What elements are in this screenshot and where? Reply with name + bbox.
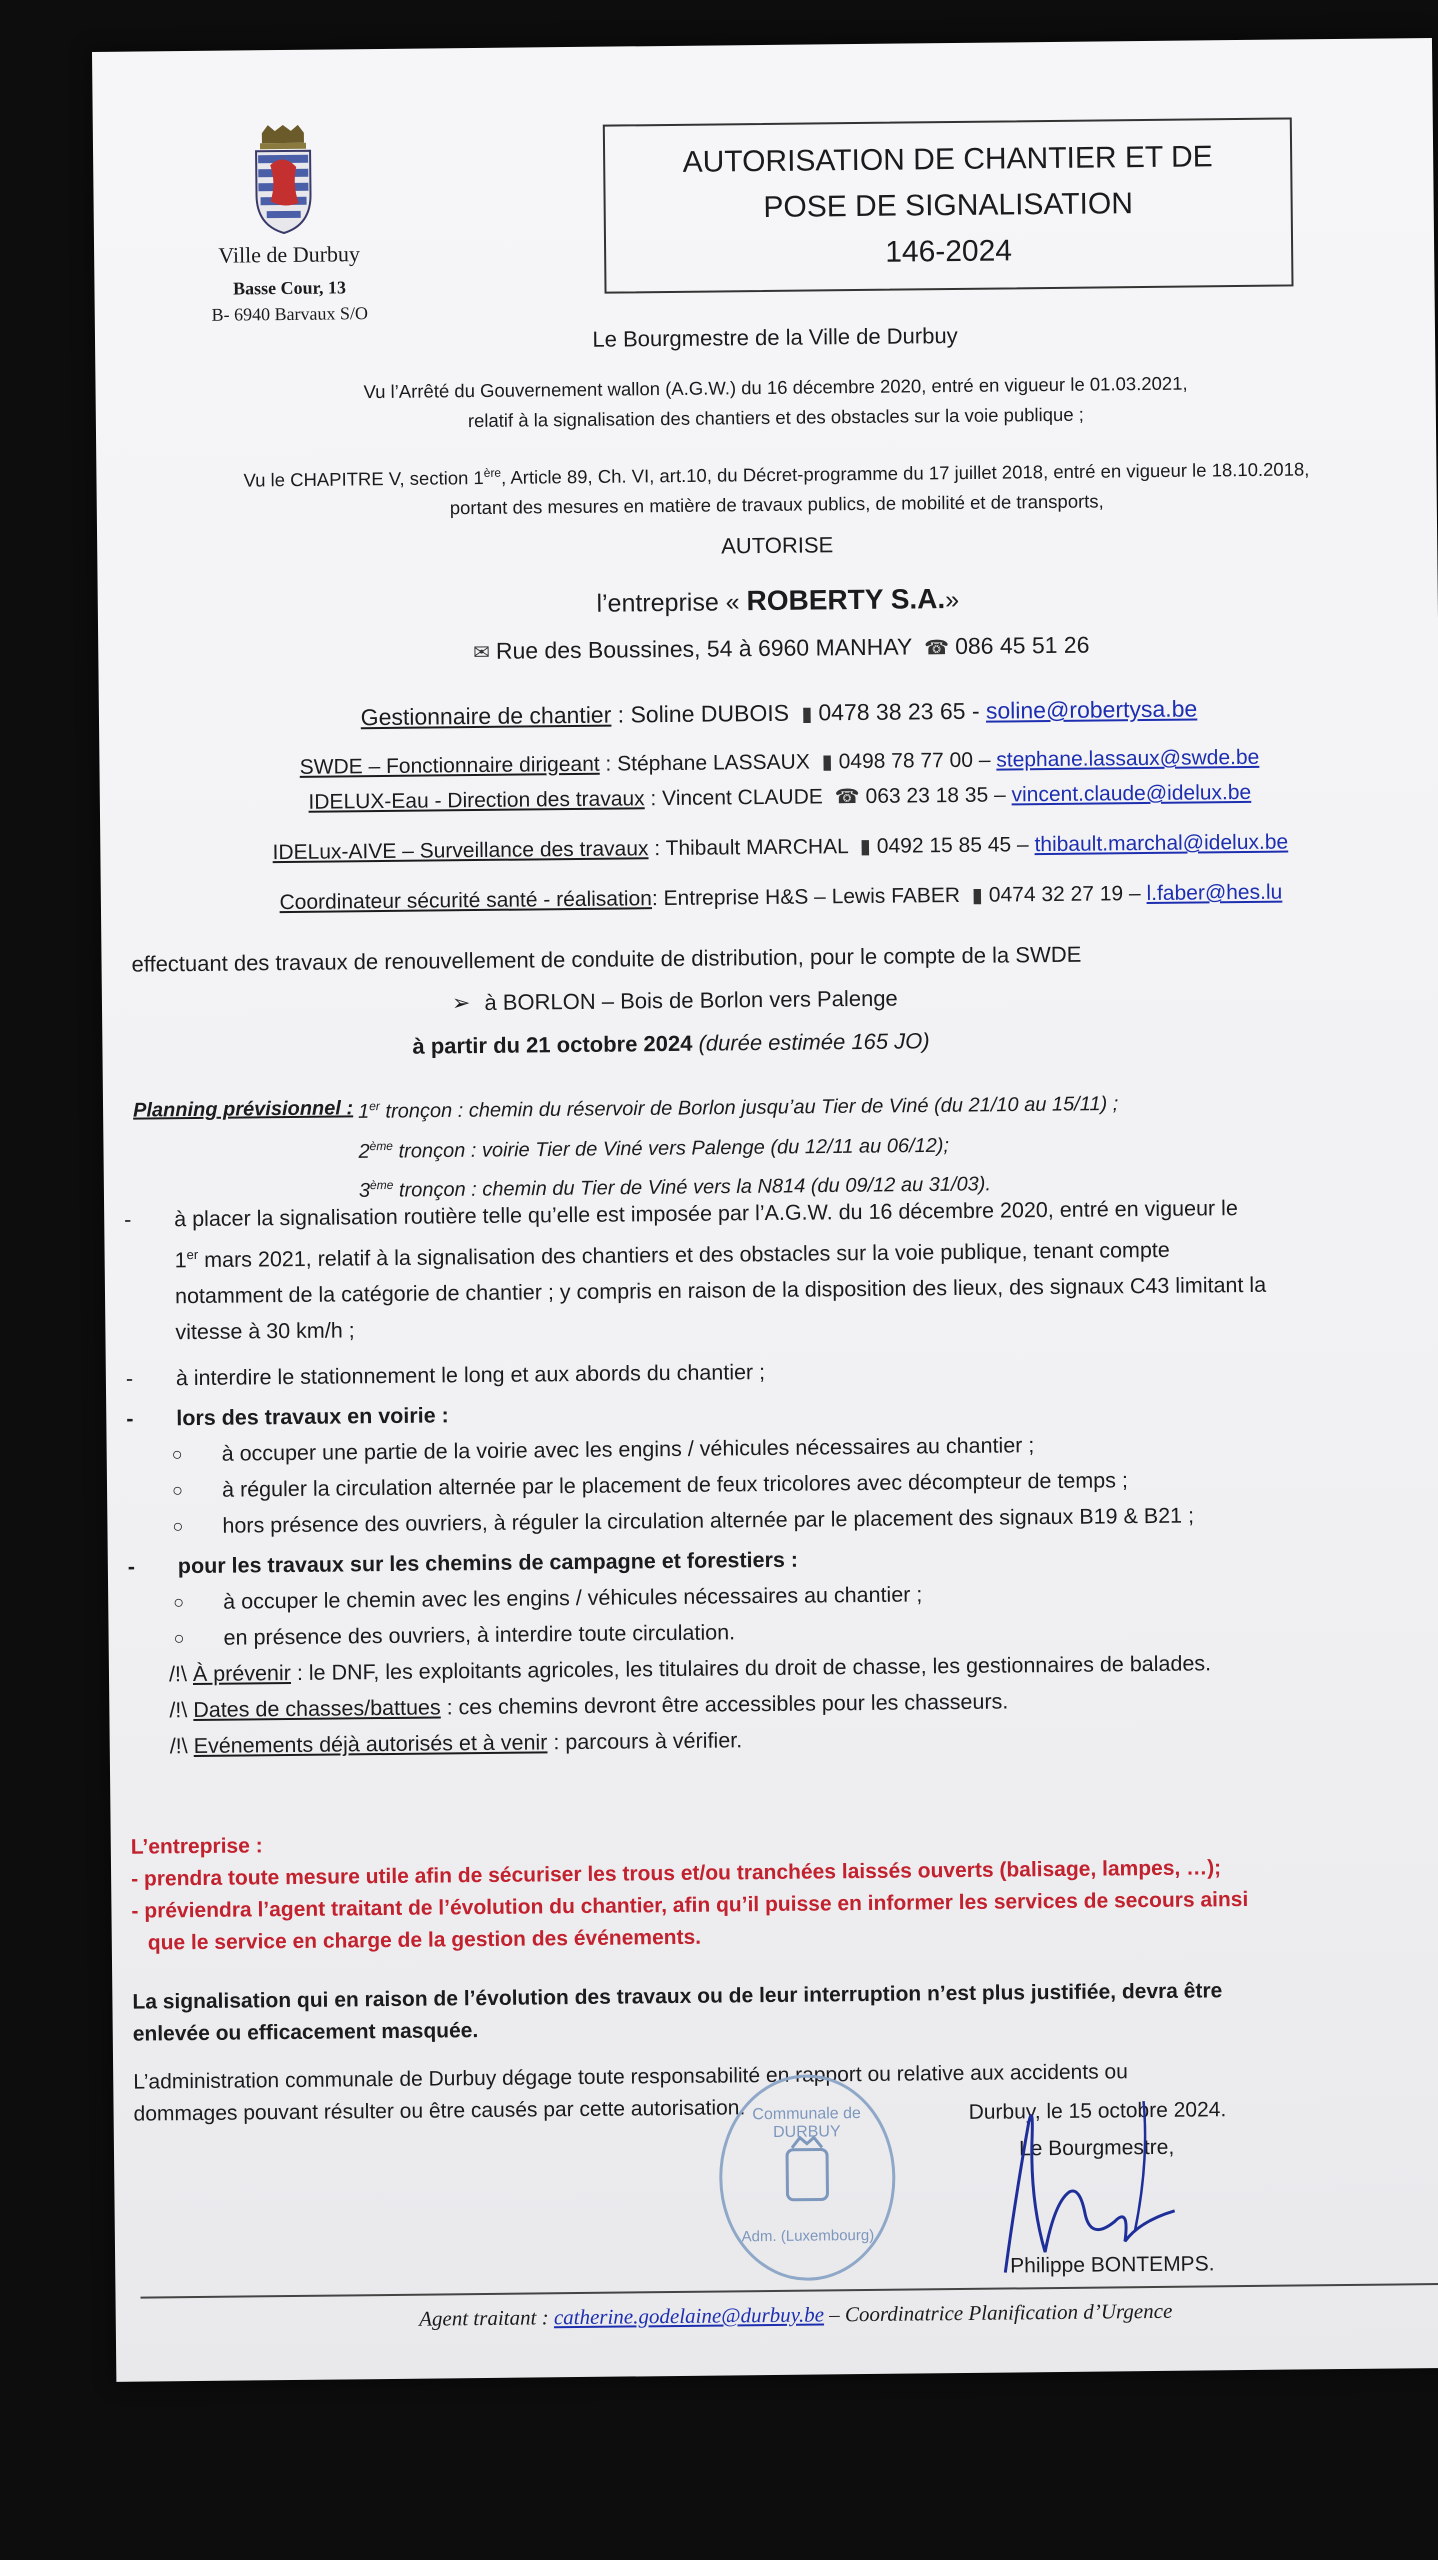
legal-reference-1 (185, 367, 1366, 439)
contact-row (190, 829, 1370, 866)
legal-reference-1-line-2: relatif à la signalisation des chantiers et des obstacles sur la voie publique ; (467, 403, 1084, 432)
contact-person: : Entreprise H&S – Lewis FABER (651, 883, 961, 911)
entreprise-label: L’entreprise : (130, 1834, 263, 1859)
entreprise-obligations (131, 1819, 1382, 1960)
coat-of-arms-icon (248, 125, 319, 236)
rule-3-item: à réguler la circulation alternée par le placement de feux tricolores avec décompteur de temps ; (221, 1468, 1129, 1502)
signalisation-line-b: enlevée ou efficacement masquée. (132, 2019, 479, 2046)
rule-1-line-a: à placer la signalisation routière telle qu’elle est imposée par l’A.G.W. du 16 décembre 2020, entré en vigueur le (174, 1196, 1238, 1232)
rule-2: à interdire le stationnement le long et aux abords du chantier ; (175, 1360, 766, 1391)
title-line-2: POSE DE SIGNALISATION (763, 186, 1134, 224)
address-line-1: Basse Cour, 13 (232, 277, 347, 299)
planning-text: tronçon : voirie Tier de Viné vers Palenge (du 12/11 au 06/12); (392, 1134, 950, 1163)
planning-sup: er (369, 1099, 380, 1114)
rule-3: lors des travaux en voirie : (176, 1403, 449, 1431)
work-start (412, 1028, 929, 1059)
company-line (188, 579, 1368, 623)
rule-1-line-b: mars 2021, relatif à la signalisation des chantiers et des obstacles sur la voie publique, tenant compte (198, 1237, 1170, 1273)
contact-person: : Vincent CLAUDE (644, 785, 823, 811)
warning-mark: /!\ (169, 1698, 188, 1723)
contact-phone: 0492 15 85 45 – (876, 833, 1029, 858)
contact-phone: 0498 78 77 00 – (838, 748, 991, 774)
rule-item: - à placer la signalisation routière telle qu’elle est imposée par l’A.G.W. du 16 décembre 2020, entré en vigueur le 1er mars 2021, relatif à la signalisation des chantiers et des obstacles sur la voie publique, tenant compte notamment de la catégorie de chantier ; y compris en raison de la disposition des lieux, des signaux C43 limitant la vitesse à 30 km/h ; (124, 1189, 1375, 1351)
company-address: Rue des Boussines, 54 à 6960 MANHAY (495, 633, 912, 664)
contact-email[interactable]: vincent.claude@idelux.be (1011, 780, 1252, 807)
work-location-text: à BORLON – Bois de Borlon vers Palenge (484, 985, 898, 1015)
footer-divider (141, 2283, 1438, 2299)
city-address (174, 274, 405, 328)
warning-mark: /!\ (168, 1662, 188, 1687)
title-line-1: AUTORISATION DE CHANTIER ET DE (682, 139, 1213, 179)
planning-num: 2 (358, 1140, 370, 1163)
official-stamp (718, 2074, 896, 2282)
city-name: Ville de Durbuy (218, 241, 361, 268)
signalisation-line-a: La signalisation qui en raison de l’évolution des travaux ou de leur interruption n’est plus justifiée, devra être (132, 1979, 1223, 2014)
rule-4-item: à occuper le chemin avec les engins / véhicules nécessaires au chantier ; (223, 1582, 923, 1614)
liability-line-b: dommages pouvant résulter ou être causés par cette autorisation. (133, 2096, 746, 2126)
contact-role: IDELux-AIVE – Surveillance des travaux (272, 837, 649, 865)
contact-person: : Stéphane LASSAUX (599, 750, 810, 776)
contact-email[interactable]: thibault.marchal@idelux.be (1034, 830, 1289, 857)
rule-item: - pour les travaux sur les chemins de campagne et forestiers : (127, 1547, 799, 1579)
rule-4: pour les travaux sur les chemins de campagne et forestiers : (177, 1547, 799, 1579)
mobile-icon: ▮ (971, 884, 983, 907)
entreprise-item-2a: - préviendra l’agent traitant de l’évolution du chantier, afin qu’il puisse en informer les services de secours ainsi (131, 1887, 1249, 1923)
warning-text: : ces chemins devront être accessibles pour les chasseurs. (440, 1689, 1009, 1720)
contact-phone: 0474 32 27 19 – (988, 882, 1141, 907)
planning-num: 3 (358, 1180, 371, 1203)
rule-1-line-c: notamment de la catégorie de chantier ; y compris en raison de la disposition des lieux, des signaux C43 limitant la (174, 1272, 1267, 1309)
rule-1-num: 1 (174, 1248, 187, 1273)
company-pre: l’entreprise « (596, 588, 740, 618)
legal-reference-1-line-1: Vu l’Arrêté du Gouvernement wallon (A.G.W.) du 16 décembre 2020, entré en vigueur le 01.03.2021, (363, 372, 1188, 403)
legal-reference-2-sup: ère (483, 465, 502, 480)
legal-reference-2 (186, 449, 1367, 527)
rule-sub-item: ○ hors présence des ouvriers, à réguler la circulation alternée par le placement des signaux B19 & B21 ; (172, 1503, 1195, 1538)
work-location (452, 986, 898, 1017)
work-start-date: à partir du 21 octobre 2024 (412, 1030, 693, 1059)
contact-phone: 063 23 18 35 – (865, 783, 1006, 808)
rule-3-item: hors présence des ouvriers, à réguler la circulation alternée par le placement des signaux B19 & B21 ; (222, 1503, 1195, 1538)
contact-row (191, 879, 1371, 916)
contact-person: : Thibault MARCHAL (648, 835, 849, 861)
rule-sub-item: ○ à occuper le chemin avec les engins / véhicules nécessaires au chantier ; (173, 1582, 923, 1614)
phone-icon: ☎ (924, 637, 950, 660)
planning-text: tronçon : chemin du Tier de Viné vers la N814 (du 09/12 au 31/03). (393, 1173, 992, 1202)
document-title-box (603, 117, 1294, 293)
contact-role: SWDE – Fonctionnaire dirigeant (299, 752, 600, 779)
rule-1-line-d: vitesse à 30 km/h ; (175, 1318, 355, 1345)
legal-reference-2-line-2: portant des mesures en matière de travaux publics, de mobilité et de transports, (449, 490, 1104, 519)
contact-person: : Soline DUBOIS (611, 699, 790, 728)
warning-label: Evénements déjà autorisés et à venir (193, 1730, 548, 1759)
mobile-icon: ▮ (821, 751, 833, 774)
planning-sup: ème (369, 1178, 394, 1193)
signature-role: Le Bourgmestre, (1018, 2135, 1175, 2161)
contact-phone: 0478 38 23 65 - (818, 697, 980, 726)
address-line-2: B- 6940 Barvaux S/O (211, 303, 369, 325)
footer-email[interactable]: catherine.godelaine@durbuy.be (553, 2302, 825, 2330)
rule-sub-item: ○ à réguler la circulation alternée par le placement de feux tricolores avec décompteur de temps ; (171, 1468, 1129, 1502)
arrow-right-icon: ➢ (451, 990, 471, 1016)
rule-1-sup: er (186, 1246, 199, 1263)
rules-list (124, 1189, 1380, 1765)
warning-mark: /!\ (169, 1734, 188, 1759)
company-post: » (945, 585, 960, 615)
contact-role: Gestionnaire de chantier (360, 701, 612, 731)
rule-3-item: à occuper une partie de la voirie avec les engins / véhicules nécessaires au chantier ; (221, 1433, 1035, 1466)
company-phone: 086 45 51 26 (954, 631, 1090, 659)
planning-sup: ème (369, 1138, 394, 1153)
signature-date: Durbuy, le 15 octobre 2024. (968, 2098, 1227, 2124)
contact-row (189, 744, 1369, 781)
phone-icon: ☎ (834, 786, 860, 809)
signatory-name: Philippe BONTEMPS. (1010, 2252, 1215, 2278)
planning-num: 1 (357, 1100, 370, 1123)
rule-4-item: en présence des ouvriers, à interdire toute circulation. (223, 1620, 736, 1650)
rule-item: - lors des travaux en voirie : (126, 1403, 449, 1431)
stamp-text-bottom: Adm. (Luxembourg) (741, 2226, 875, 2246)
work-duration: (durée estimée 165 JO) (692, 1028, 930, 1056)
rule-item: - à interdire le stationnement le long et aux abords du chantier ; (125, 1360, 766, 1391)
contact-email[interactable]: soline@robertysa.be (985, 695, 1198, 724)
planning-label: Planning prévisionnel : (132, 1097, 354, 1122)
footer-post: – Coordinatrice Planification d’Urgence (823, 2298, 1173, 2327)
contact-email[interactable]: stephane.lassaux@swde.be (996, 745, 1260, 772)
mobile-icon: ▮ (859, 835, 871, 859)
entreprise-item-2b: que le service en charge de la gestion des événements. (147, 1925, 702, 1955)
legal-reference-2-pre: Vu le CHAPITRE V, section 1 (243, 467, 484, 491)
footer-pre: Agent traitant : (419, 2305, 554, 2331)
company-address-line (188, 629, 1368, 668)
planning-text: tronçon : chemin du réservoir de Borlon jusqu’au Tier de Viné (du 21/10 au 15/11) ; (379, 1092, 1119, 1123)
bourgmestre-heading: Le Bourgmestre de la Ville de Durbuy (592, 322, 958, 352)
title-number: 146-2024 (885, 233, 1013, 269)
mobile-icon: ▮ (801, 703, 813, 726)
contact-role: Coordinateur sécurité santé - réalisation (279, 887, 653, 915)
autorise-heading: AUTORISE (721, 532, 834, 559)
liability-line-a: L’administration communale de Durbuy dégage toute responsabilité en rapport ou relative aux accidents ou (133, 2060, 1128, 2094)
envelope-icon: ✉ (473, 641, 491, 665)
rule-sub-item: ○ en présence des ouvriers, à interdire toute circulation. (173, 1620, 736, 1650)
work-description: effectuant des travaux de renouvellement de conduite de distribution, pour le compte de la SWDE (131, 941, 1082, 977)
contact-email[interactable]: l.faber@hes.lu (1146, 880, 1283, 906)
warning-label: À prévenir (192, 1661, 292, 1687)
company-name: ROBERTY S.A. (746, 583, 946, 617)
contact-role: IDELUX-Eau - Direction des travaux (308, 787, 645, 814)
warning-text: : le DNF, les exploitants agricoles, les titulaires du droit de chasse, les gestionnaires de balades. (290, 1651, 1212, 1686)
contact-row (190, 779, 1370, 816)
contact-row (189, 694, 1369, 733)
entreprise-item-1: - prendra toute mesure utile afin de sécuriser les trous et/ou tranchées laissés ouverts (balisage, lampes, …); (131, 1856, 1222, 1891)
authorization-document (92, 38, 1438, 2382)
warning-text: : parcours à vérifier. (547, 1728, 743, 1755)
rule-sub-item: ○ à occuper une partie de la voirie avec les engins / véhicules nécessaires au chantier ; (171, 1433, 1035, 1466)
footer (206, 2297, 1386, 2334)
signalisation-notice (132, 1974, 1383, 2051)
legal-reference-2-post: , Article 89, Ch. VI, art.10, du Décret-programme du 17 juillet 2018, entré en vigueur le 18.10.2018, (501, 458, 1310, 488)
stamp-text-top: Communale de DURBUY (752, 2105, 861, 2141)
warning-label: Dates de chasses/battues (193, 1695, 441, 1723)
